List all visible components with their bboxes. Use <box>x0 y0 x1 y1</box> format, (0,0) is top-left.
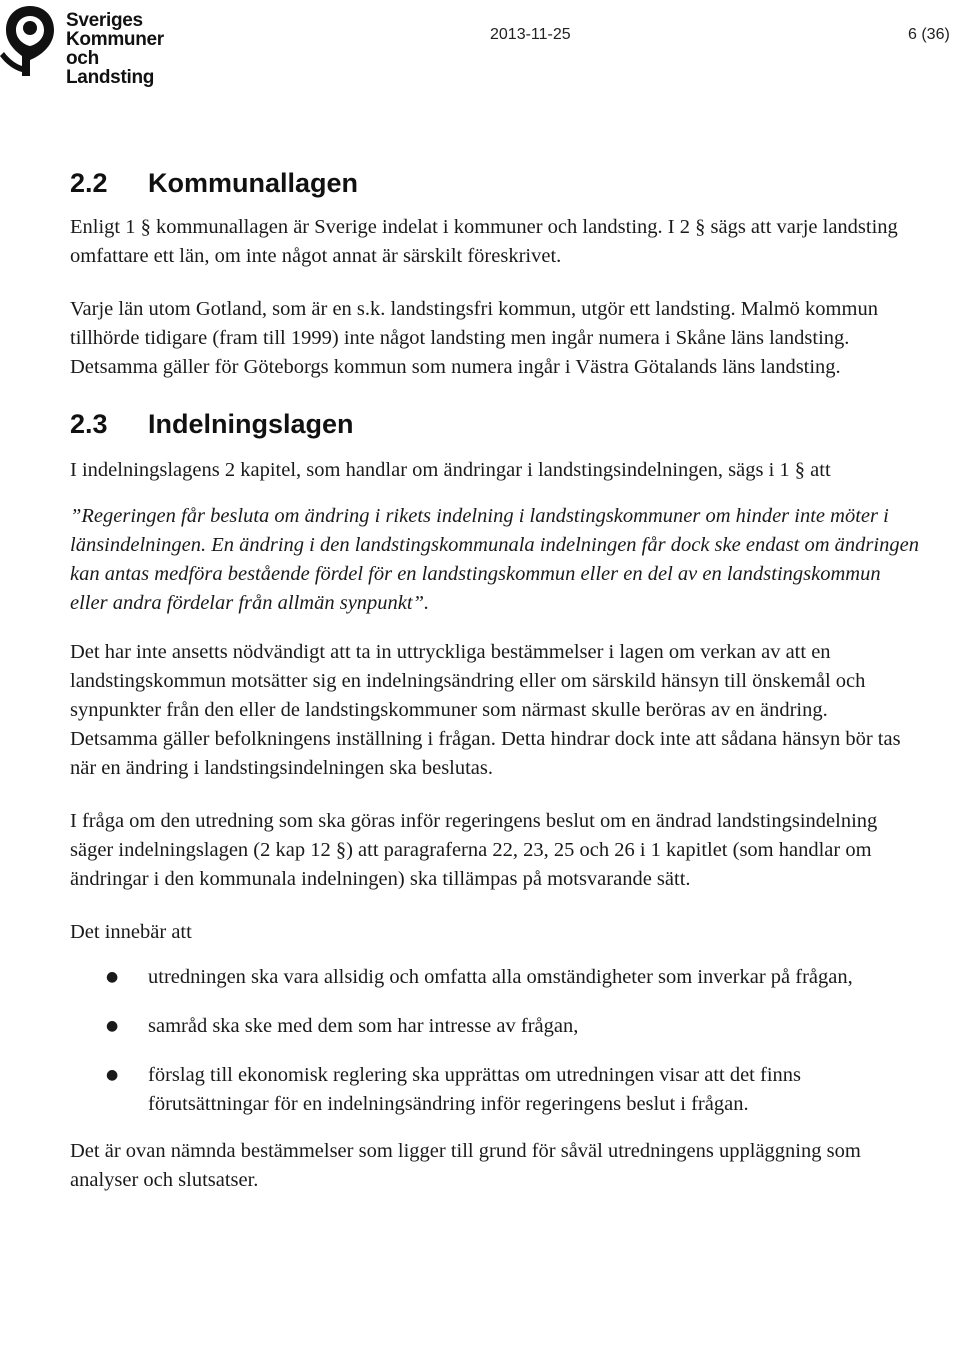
header-page-number: 6 (36) <box>908 26 950 43</box>
paragraph: Enligt 1 § kommunallagen är Sverige indelat i kommuner och landsting. I 2 § sägs att varje landsting omfattare ett län, om inte något annat är särskilt föreskrivet. <box>70 216 898 267</box>
paragraph: Det är ovan nämnda bestämmelser som ligger till grund för såväl utredningens uppläggning som analyser och slutsatser. <box>70 1140 861 1191</box>
list-item: ● förslag till ekonomisk reglering ska upprättas om utredningen visar att det finns förutsättningar för en indelningsändring inför regeringens beslut i frågan. <box>70 1061 920 1119</box>
paragraph: Det har inte ansetts nödvändigt att ta in uttryckliga bestämmelser i lagen om verkan av att en landstingskommun motsätter sig en indelningsändring eller om särskild hänsyn till önskemål och synpunkter från den eller de landstingskommuner som närmast skulle beröras av en ändring. Detsamma gäller befolkningens inställning i frågan. Detta hindrar dock inte att sådana hänsyn bör tas när en ändring i landstingsindelningen ska beslutas. <box>70 641 901 779</box>
bullet-icon: ● <box>106 1018 119 1034</box>
logo-wordmark: Sveriges Kommuner och Landsting <box>66 10 164 88</box>
skl-logo <box>0 0 190 88</box>
list-item: ● samråd ska ske med dem som har intresse av frågan, <box>70 1012 920 1041</box>
list-item: ● utredningen ska vara allsidig och omfatta alla omständigheter som inverkar på frågan, <box>70 963 920 992</box>
section-heading-2-2: 2.2 Kommunallagen <box>70 168 359 198</box>
quote-paragraph: ”Regeringen får besluta om ändring i rikets indelning i landstingskommuner om hinder inte möter i länsindelningen. En ändring i den landstingskommunala indelningen får dock ske endast om ändringen kan antas medföra bestående fördel för en landstingskommun eller en del av en landstingskommun eller andra fördelar från allmän synpunkt”. <box>70 505 919 614</box>
paragraph: Varje län utom Gotland, som är en s.k. landstingsfri kommun, utgör ett landsting. Malmö kommun tillhörde tidigare (fram till 1999) inte något landsting men ingår numera i Skåne läns landsting. Detsamma gäller för Göteborgs kommun som numera ingår i Västra Götalands läns landsting. <box>70 298 878 378</box>
bullet-list <box>70 963 920 1119</box>
paragraph: Det innebär att <box>70 921 192 943</box>
paragraph: I fråga om den utredning som ska göras inför regeringens beslut om en ändrad landstingsindelning säger indelningslagen (2 kap 12 §) att paragraferna 22, 23, 25 och 26 i 1 kapitlet (som handlar om ändringar i den kommunala indelningen) ska tillämpas på motsvarande sätt. <box>70 810 878 890</box>
paragraph: I indelningslagens 2 kapitel, som handlar om ändringar i landstingsindelningen, sägs i 1 § att <box>70 459 831 481</box>
document-body <box>70 165 920 1195</box>
section-heading-2-3: 2.3 Indelningslagen <box>70 409 354 439</box>
header-date: 2013-11-25 <box>490 26 571 43</box>
bullet-icon: ● <box>106 969 119 985</box>
skl-emblem-icon <box>0 2 60 78</box>
bullet-icon: ● <box>106 1067 119 1083</box>
